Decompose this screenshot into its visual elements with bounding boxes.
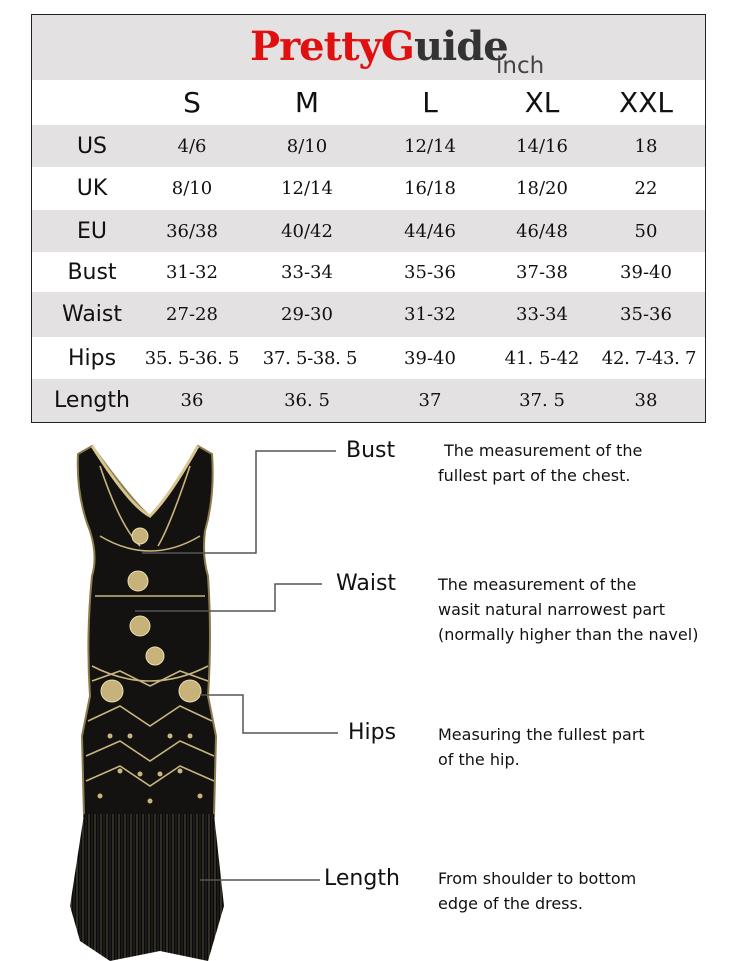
- table-cell: 12/14: [281, 178, 333, 199]
- size-header: XXL: [619, 86, 673, 119]
- size-header: L: [422, 86, 438, 119]
- hips-label: Hips: [348, 720, 397, 745]
- size-header: M: [294, 86, 320, 119]
- table-cell: 44/46: [404, 220, 456, 242]
- description-line: From shoulder to bottom: [438, 869, 637, 888]
- row-label: Hips: [67, 345, 117, 371]
- table-cell: 31-32: [166, 261, 218, 283]
- row-label: Waist: [61, 302, 123, 327]
- table-cell: 14/16: [516, 135, 568, 157]
- table-row-us: [32, 125, 705, 167]
- length-label: Length: [324, 866, 400, 891]
- table-row-uk: [32, 167, 705, 210]
- table-cell: 39-40: [404, 347, 456, 369]
- table-cell: 37: [418, 390, 442, 411]
- waist-label: Waist: [336, 571, 397, 596]
- table-cell: 16/18: [404, 178, 456, 199]
- hips-description: [438, 722, 645, 772]
- size-header: XL: [524, 86, 560, 119]
- table-row-bust: [32, 252, 705, 292]
- table-cell: 46/48: [516, 220, 568, 242]
- table-cell: 33-34: [281, 261, 333, 283]
- table-cell: 35-36: [620, 304, 672, 325]
- row-label: US: [76, 133, 108, 159]
- table-cell: 18: [634, 135, 658, 157]
- table-cell: 31-32: [404, 304, 456, 325]
- description-line: of the hip.: [438, 750, 520, 769]
- table-cell: 4/6: [177, 135, 207, 157]
- description-line: wasit natural narrowest part: [438, 600, 665, 619]
- table-cell: 36: [180, 390, 204, 411]
- table-cell: 36/38: [166, 220, 218, 242]
- description-line: (normally higher than the navel): [438, 625, 699, 644]
- row-label: EU: [76, 218, 107, 244]
- table-cell: 36. 5: [284, 390, 330, 411]
- table-cell: 8/10: [286, 135, 328, 157]
- waist-description: [438, 572, 698, 647]
- dress-illustration: [40, 436, 280, 961]
- description-line: The measurement of the: [438, 575, 637, 594]
- table-cell: 40/42: [281, 220, 333, 242]
- length-description: [438, 866, 636, 916]
- table-cell: 12/14: [404, 135, 456, 157]
- table-cell: 33-34: [516, 304, 568, 325]
- table-cell: 37-38: [516, 261, 568, 283]
- table-cell: 38: [634, 390, 658, 411]
- unit-label: inch: [496, 53, 545, 79]
- size-header: S: [183, 86, 201, 119]
- title-row: [32, 15, 705, 80]
- table-cell: 35-36: [404, 261, 456, 283]
- table-cell: 35. 5-36. 5: [144, 347, 240, 369]
- description-line: Measuring the fullest part: [438, 725, 645, 744]
- table-row-waist: [32, 292, 705, 337]
- table-cell: 37. 5: [519, 390, 565, 411]
- table-cell: 39-40: [620, 261, 672, 283]
- table-cell: 8/10: [171, 178, 213, 199]
- size-header-row: [32, 80, 705, 125]
- table-row-length: [32, 379, 705, 422]
- size-chart: [31, 14, 706, 423]
- bust-description: [438, 438, 642, 488]
- row-label: Length: [54, 388, 130, 413]
- table-cell: 27-28: [166, 304, 218, 325]
- table-cell: 37. 5-38. 5: [262, 347, 358, 369]
- table-cell: 50: [634, 220, 658, 242]
- table-cell: 41. 5-42: [504, 347, 580, 369]
- table-cell: 18/20: [516, 178, 568, 199]
- brand-logo: PrettyGuide: [250, 23, 508, 70]
- flapper-dress-image: [40, 436, 280, 961]
- table-cell: 29-30: [281, 304, 333, 325]
- row-label: UK: [76, 176, 108, 201]
- description-line: edge of the dress.: [438, 894, 583, 913]
- bust-label: Bust: [346, 438, 396, 463]
- table-cell: 42. 7-43. 7: [601, 347, 697, 369]
- description-line: The measurement of the: [444, 441, 643, 460]
- table-row-hips: [32, 337, 705, 379]
- table-row-eu: [32, 210, 705, 252]
- row-label: Bust: [67, 259, 117, 285]
- table-cell: 22: [634, 178, 658, 199]
- description-line: fullest part of the chest.: [438, 466, 631, 485]
